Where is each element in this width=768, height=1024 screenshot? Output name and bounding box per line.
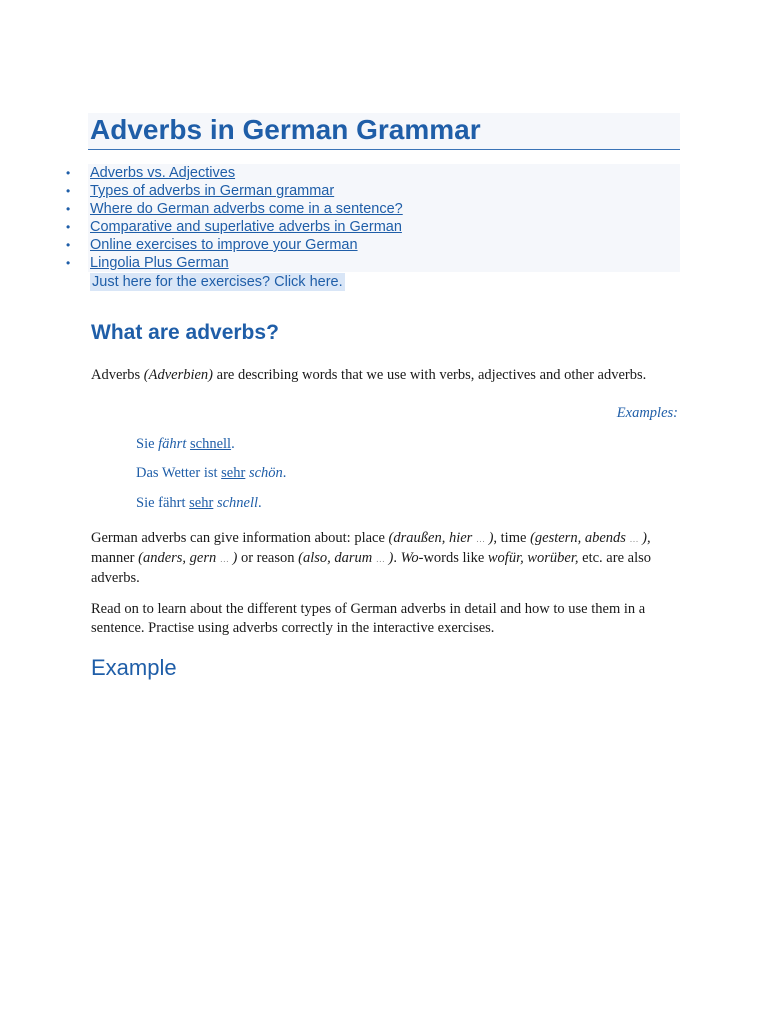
info-paren: ) bbox=[484, 530, 494, 546]
example-period: . bbox=[231, 436, 235, 452]
ellipsis: … bbox=[219, 554, 229, 564]
example-adverb: sehr bbox=[189, 495, 214, 511]
info-paren: ) bbox=[228, 550, 238, 566]
bullet-icon: • bbox=[66, 202, 71, 216]
read-on-paragraph: Read on to learn about the different types of German adverbs in detail and how to use them in a sentence. Practise using adverbs correctly in the interactive exercises. bbox=[91, 601, 646, 636]
bullet-icon: • bbox=[66, 220, 71, 234]
examples-label: Examples: bbox=[616, 405, 678, 421]
example-sentence-3 bbox=[136, 494, 262, 513]
info-wo-words: wofür, worüber, bbox=[487, 550, 579, 566]
example-text: Sie fährt bbox=[136, 495, 190, 511]
example-adverb: schnell bbox=[189, 436, 232, 452]
intro-text-end: are describing words that we use with verbs, adjectives and other adverbs. bbox=[213, 367, 647, 383]
bullet-icon: • bbox=[66, 166, 71, 180]
info-paragraph bbox=[91, 529, 681, 588]
example-period: . bbox=[282, 465, 287, 481]
toc-item bbox=[0, 236, 403, 254]
info-paren: ) bbox=[638, 530, 647, 546]
bullet-icon: • bbox=[66, 184, 71, 198]
toc-link-types-of-adverbs[interactable]: Types of adverbs in German grammar bbox=[90, 183, 335, 199]
example-text: Das Wetter ist bbox=[136, 465, 222, 481]
section-heading: What are adverbs? bbox=[91, 321, 279, 344]
info-reason-examples: (also, darum bbox=[298, 550, 373, 566]
info-time-examples: (gestern, abends bbox=[530, 530, 626, 546]
info-wo: Wo bbox=[400, 550, 419, 566]
bullet-icon: • bbox=[66, 238, 71, 252]
example-adverb-2: schnell bbox=[216, 495, 259, 511]
info-text: etc. are also adverbs. bbox=[91, 550, 651, 586]
toc-link-online-exercises[interactable]: Online exercises to improve your German bbox=[90, 237, 358, 253]
intro-paragraph bbox=[91, 366, 681, 385]
ellipsis: … bbox=[629, 534, 639, 544]
toc-link-word-order[interactable]: Where do German adverbs come in a sentence? bbox=[90, 201, 403, 217]
info-text: . bbox=[393, 550, 401, 566]
toc-item bbox=[0, 218, 403, 236]
info-text: , manner bbox=[91, 530, 651, 566]
info-text: German adverbs can give information about: place bbox=[91, 530, 389, 546]
toc-link-adverbs-vs-adjectives[interactable]: Adverbs vs. Adjectives bbox=[90, 165, 236, 181]
info-text: -words like bbox=[418, 550, 488, 566]
example-sentence-1 bbox=[136, 435, 235, 454]
toc-item bbox=[0, 164, 403, 182]
title-band bbox=[88, 113, 680, 150]
example-period: . bbox=[258, 495, 262, 511]
info-manner-examples: (anders, gern bbox=[138, 550, 217, 566]
exercises-link[interactable]: Just here for the exercises? Click here. bbox=[92, 274, 343, 290]
toc-item bbox=[0, 182, 403, 200]
example-text: Sie bbox=[136, 436, 159, 452]
toc-link-comparative-superlative[interactable]: Comparative and superlative adverbs in German bbox=[90, 219, 402, 235]
table-of-contents bbox=[0, 164, 403, 272]
example-adverb: sehr bbox=[221, 465, 246, 481]
toc-item bbox=[0, 254, 403, 272]
intro-term: (Adverbien) bbox=[143, 367, 214, 383]
intro-text: Adverbs bbox=[91, 367, 144, 383]
ellipsis: … bbox=[475, 534, 485, 544]
example-verb: fährt bbox=[158, 436, 187, 452]
info-text: or reason bbox=[237, 550, 299, 566]
bullet-icon: • bbox=[66, 256, 71, 270]
example-heading: Example bbox=[91, 655, 177, 680]
info-text: , time bbox=[493, 530, 531, 546]
info-paren: ) bbox=[384, 550, 394, 566]
toc-item bbox=[0, 200, 403, 218]
toc-link-lingolia-plus[interactable]: Lingolia Plus German bbox=[90, 255, 229, 271]
page-title: Adverbs in German Grammar bbox=[90, 114, 481, 145]
info-place-examples: (draußen, hier bbox=[388, 530, 473, 546]
ellipsis: … bbox=[375, 554, 385, 564]
example-adjective: schön bbox=[248, 465, 283, 481]
example-sentence-2 bbox=[136, 464, 286, 483]
